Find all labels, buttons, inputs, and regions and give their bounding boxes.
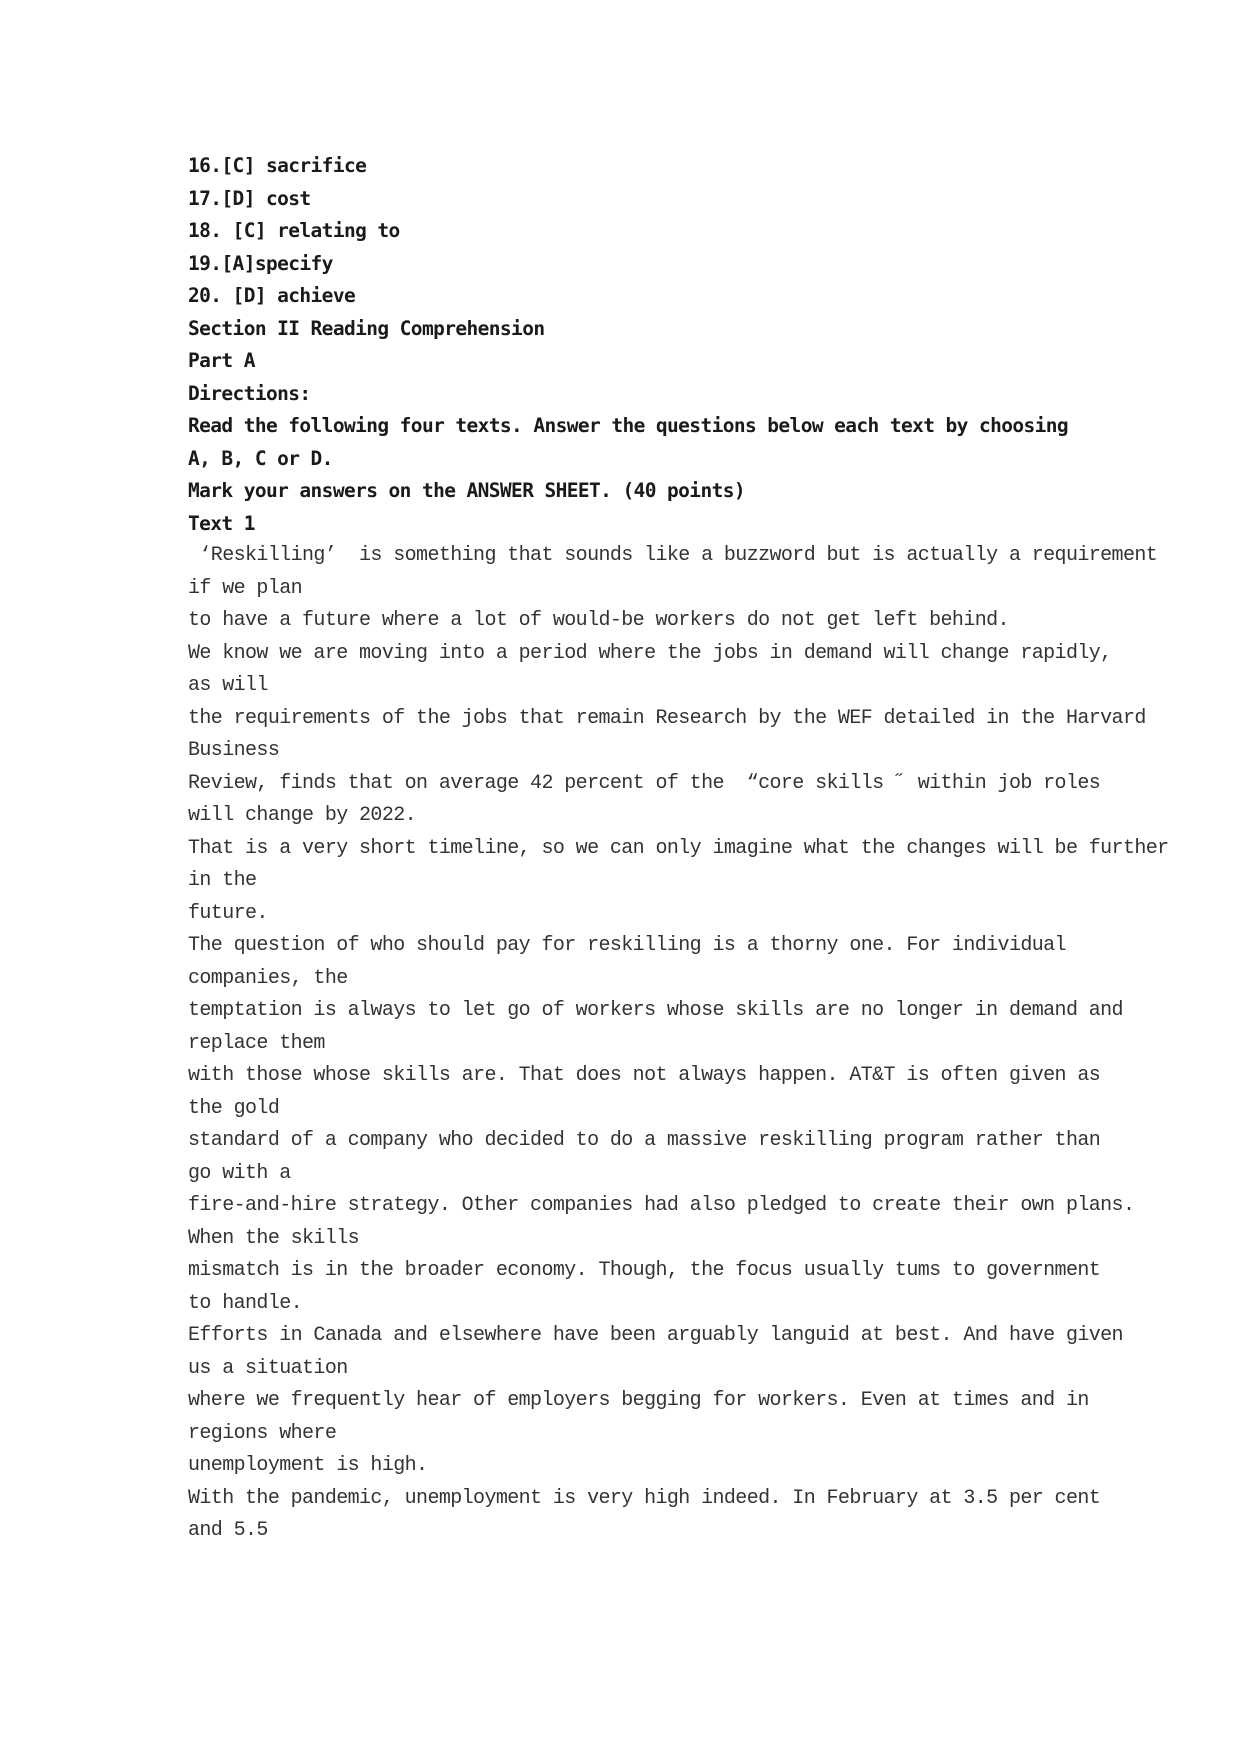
text-line: Efforts in Canada and elsewhere have been arguably languid at best. And have given: [188, 1324, 1123, 1347]
text-line: We know we are moving into a period where the jobs in demand will change rapidly,: [188, 641, 1112, 665]
part-title: Part A: [188, 349, 255, 372]
text-line: fire-and-hire strategy. Other companies had also pledged to create their own plans.: [188, 1194, 1135, 1217]
text-line: as will: [188, 674, 268, 697]
answer-line: 19.[A]specify: [188, 251, 333, 275]
directions-line: A, B, C or D.: [188, 446, 333, 470]
text-line: ‘Reskilling’ is something that sounds like a buzzword but is actually a requirement: [188, 544, 1158, 567]
directions-line: Mark your answers on the ANSWER SHEET. (40 points): [188, 479, 745, 502]
text-line: us a situation: [188, 1356, 348, 1380]
text-line: if we plan: [188, 576, 303, 600]
text-line: That is a very short timeline, so we can only imagine what the changes will be further: [188, 836, 1169, 860]
directions-line: Read the following four texts. Answer the questions below each text by choosing: [188, 414, 1069, 437]
text-line: future.: [188, 901, 268, 925]
text-line: The question of who should pay for reskilling is a thorny one. For individual: [188, 934, 1066, 957]
text-line: standard of a company who decided to do a massive reskilling program rather than: [188, 1129, 1101, 1152]
text-heading: Text 1: [188, 511, 255, 535]
text-line: mismatch is in the broader economy. Though, the focus usually tums to government: [188, 1259, 1101, 1282]
document-page: [188, 150, 1188, 1548]
answer-line: 20. [D] achieve: [188, 284, 356, 307]
answer-line: 18. [C] relating to: [188, 219, 400, 242]
text-line: in the: [188, 869, 257, 892]
text-line: and 5.5: [188, 1519, 268, 1542]
text-line: to have a future where a lot of would-be workers do not get left behind.: [188, 609, 1009, 632]
text-line: the gold: [188, 1096, 280, 1120]
directions-label: Directions:: [188, 381, 311, 405]
text-line: Business: [188, 739, 280, 762]
text-line: Review, finds that on average 42 percent of the “core skills ˝ within job roles: [188, 771, 1101, 795]
text-line: with those whose skills are. That does not always happen. AT&T is often given as: [188, 1064, 1101, 1087]
text-line: go with a: [188, 1161, 291, 1185]
text-line: will change by 2022.: [188, 804, 417, 827]
text-line: replace them: [188, 1031, 325, 1055]
answer-line: 17.[D] cost: [188, 186, 311, 210]
text-line: With the pandemic, unemployment is very high indeed. In February at 3.5 per cent: [188, 1486, 1101, 1510]
text-line: to handle.: [188, 1291, 303, 1315]
text-line: regions where: [188, 1421, 337, 1445]
text-line: where we frequently hear of employers begging for workers. Even at times and in: [188, 1389, 1089, 1412]
text-line: temptation is always to let go of workers whose skills are no longer in demand and: [188, 999, 1123, 1022]
answer-line: 16.[C] sacrifice: [188, 154, 367, 177]
text-line: the requirements of the jobs that remain Research by the WEF detailed in the Harvard: [188, 706, 1146, 730]
section-title: Section II Reading Comprehension: [188, 316, 545, 340]
text-line: unemployment is high.: [188, 1454, 428, 1477]
text-line: When the skills: [188, 1226, 360, 1250]
text-line: companies, the: [188, 966, 348, 990]
